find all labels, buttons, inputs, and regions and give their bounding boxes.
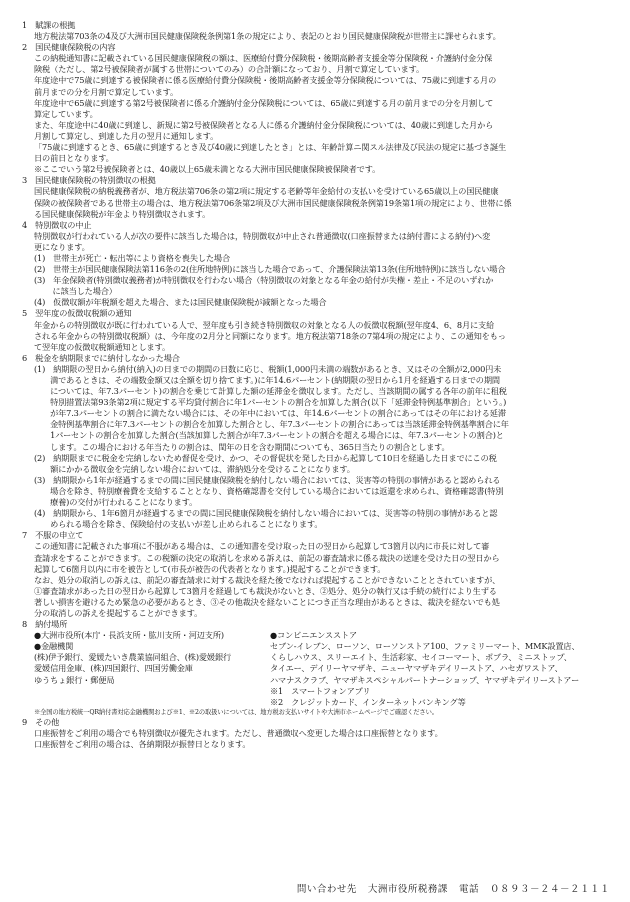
contact-label: 問い合わせ先 <box>296 884 357 895</box>
section-line: 満であるときは、その端数金額又は全額を切り捨てます。)に年14.6パーセント(納期限の翌日から1月を経過する日までの期間 <box>34 375 500 385</box>
section-line: 口座振替をご利用の場合でも特別徴収が優先されます。ただし、普通徴収へ変更した場合は口座振替となります。 <box>34 727 443 738</box>
section-line: 口座振替をご利用の場合は、各納期限が振替日となります。 <box>34 739 251 749</box>
payment-left-column <box>34 630 270 708</box>
section-line: される年金からの特別徴収税額）は、今年度の2月分と同額になります。地方税法第718条の7第4項の規定により、この通知をもっ <box>34 330 506 341</box>
contact-office: 大洲市役所税務課 <box>367 884 448 895</box>
section-line: ※ここでいう第2号被保険者とは、40歳以上65歳未満となる大洲市国民健康保険被保険者です。 <box>34 164 381 175</box>
phone-number: ０８９３－２４－２１１１ <box>489 884 610 895</box>
section-line: この納税通知書に記載されている国民健康保険税の額は、医療給付費分保険税・後期高齢者支援金等分保険税・介護納付金分保 <box>34 53 493 64</box>
section-line: については、年7.3パーセント)の割合を乗じて計算した額の延滞金を徴収します。ただし、当該期間の属する各年の前年に租税 <box>34 386 507 397</box>
section-heading: 4 特別徴収の中止 <box>22 219 92 230</box>
section-heading: 9 その他 <box>22 716 60 727</box>
section-heading: 7 不服の申立て <box>22 530 84 541</box>
section-line: 特別措置法第93条第2項に規定する平均貸付割合に年1パーセントの割合を加算した割合(以下「延滞金特例基準割合」という。) <box>34 397 507 408</box>
section-line: が年7.3パーセントの割合に満たない場合には、その年中においては、年14.6パーセントの割合にあってはその年における延滞 <box>34 408 506 419</box>
section-line: この通知書に記載された事項に不服がある場合は、この通知書を受け取った日の翌日から起算して3箇月以内に市長に対して審 <box>34 541 490 552</box>
payment-place: (株)伊予銀行、愛媛たいき農業協同組合、(株)愛媛銀行 <box>34 652 232 663</box>
payment-places <box>34 630 614 708</box>
section-line: 保険の被保険者である世帯主の場合は、地方税法第706条第2項及び大洲市国民健康保険税条例第19条第1項の規定により、世帯に係 <box>34 197 512 208</box>
section-line: 場合を除き、特別療養費を支給することとなり、資格確認書を交付している場合においては返還を求められ、資格確認書(特別 <box>34 485 504 496</box>
payment-place: 愛媛信用金庫、(株)四国銀行、四国労働金庫 <box>34 663 193 674</box>
payment-place: ●大洲市役所(本庁・長浜支所・肱川支所・河辺支所) <box>34 630 224 641</box>
section-line: また、年度途中に40歳に到達し、新規に第2号被保険者となる人に係る介護納付金分保険税については、40歳に到達した月から <box>34 119 494 130</box>
section-line: 前月までの分を月割で算定しています。 <box>34 86 179 97</box>
section-line: (2) 世帯主が国民健康保険法第116条の2(住所地特例)に該当した場合であって、介護保険法第13条(住所地特例)に該当しない場合 <box>34 264 506 275</box>
section-line: て翌年度の仮徴収税額通知とします。 <box>34 341 170 352</box>
section-heading: 1 賦課の根拠 <box>22 20 76 30</box>
section-line: 額にかかる徴収金を完納しない場合においては、滞納処分を受けることになります。 <box>34 463 355 474</box>
section-line: 国民健康保険税の納税義務者が、地方税法第706条の第2項に規定する老齢等年金給付の支払いを受けている65歳以上の国民健康 <box>34 186 499 197</box>
section-line: められる場合を除き、保険給付の支払いが差し止められることになります。 <box>34 519 323 530</box>
payment-place: ※1 スマートフォンアプリ <box>270 685 371 696</box>
section-line: (4) 納期限から、1年6箇月が経過するまでの間に国民健康保険税を納付しない場合においては、災害等の特別の事情があると認 <box>34 508 498 519</box>
section-line: 年度途中で75歳に到達する被保険者に係る医療給付費分保険税・後期高齢者支援金等分保険税については、75歳に到達する月の <box>34 75 497 86</box>
section-line: 算定しています。 <box>34 108 98 119</box>
section-line: 地方税法第703条の4及び大洲市国民健康保険税条例第1条の規定により、表記のとおり国民健康保険税が世帯主に課せられます。 <box>34 31 501 42</box>
section-line: 療養)の交付が行われることになります。 <box>34 497 198 508</box>
section-line: 1パーセントの割合を加算した割合(当該加算した割合が年7.3パーセントの割合を超える場合には、年7.3パーセントの割合)と <box>34 430 504 441</box>
section-line: 年度途中で65歳に到達する第2号被保険者に係る介護納付金分保険税については、65歳に到達する月の前月までの分を月割して <box>34 97 494 108</box>
section-line: 日の前日となります。 <box>34 153 114 164</box>
section-heading: 2 国民健康保険税の内容 <box>22 42 116 53</box>
section-heading: 5 翌年度の仮徴収税額の通知 <box>22 308 132 319</box>
section-line: 特別徴収が行われている人が次の要件に該当した場合は，特別徴収が中止され普通徴収(口座振替または納付書による納付)へ変 <box>34 230 491 241</box>
payment-note: ※全国の地方税統一QR納付書対応金融機関および※1、※2の取扱いについては、地方税お支払いサイトや大洲市ホームページでご確認ください。 <box>34 708 438 716</box>
payment-place: ハマナスクラブ、ヤマザキスペシャルパートナーショップ、ヤマザキデイリーストアー <box>270 674 580 685</box>
payment-place: ●コンビニエンスストア <box>270 630 357 641</box>
section-line: 「75歳に到達するとき、65歳に到達するとき及び40歳に到達したとき」とは、年齢計算ニ関スル法律及び民法の規定に基づき誕生 <box>34 142 507 153</box>
payment-place: ●金融機関 <box>34 641 74 652</box>
section-heading: 8 納付場所 <box>22 619 68 630</box>
section-line: します。この場合における年当たりの割合は、閏年の日を含む期間についても、365日当たりの割合とします。 <box>34 441 450 452</box>
section-line: 金特例基準割合に年7.3パーセントの割合を加算した割合とし、年7.3パーセントの割合にあっては当該延滞金特例基準割合に年 <box>34 419 509 430</box>
section-line: (2) 納期限までに税金を完納しないため督促を受け、かつ、その督促状を発した日から起算して10日を経過した日までにこの税 <box>34 452 497 463</box>
section-line: (3) 年金保険者(特別徴収義務者)が特別徴収を行わない場合（特別徴収の対象となる年金の給付が失権・差止・不足のいずれか <box>34 275 494 286</box>
section-line: (1) 世帯主が死亡・転出等により資格を喪失した場合 <box>34 252 231 263</box>
contact-footer <box>0 881 630 895</box>
section-line: に該当した場合） <box>34 286 117 297</box>
phone-label: 電話 <box>458 884 479 895</box>
section-line: 起算して6箇月以内に市を被告として(市長が被告の代表者となります。)提起することができます。 <box>34 563 386 574</box>
section-line: る国民健康保険税が年金より特別徴収されます。 <box>34 208 211 219</box>
section-line: 月割して算定し、到達した月の翌月に通知します。 <box>34 130 219 141</box>
payment-right-column <box>270 630 610 708</box>
section-line: 更になります。 <box>34 241 90 252</box>
payment-place: くらしハウス、スリーエイト、生活彩家、セイコーマート、ポプラ、ミニストップ、 <box>270 652 572 663</box>
section-line: ①審査請求があった日の翌日から起算して3箇月を経過しても裁決がないとき、②処分、処分の執行又は手続の続行により生ずる <box>34 585 497 596</box>
section-line: 険税（ただし、第2号被保険者が属する世帯についてのみ）の合計額になっており、月割で算定しています。 <box>34 64 425 75</box>
section-heading: 6 税金を納期限までに納付しなかった場合 <box>22 352 180 363</box>
notice-body <box>22 20 614 750</box>
payment-place: ※2 クレジットカード、インターネットバンキング等 <box>270 696 466 707</box>
section-line: (4) 仮徴収額が年税額を超えた場合、または国民健康保険税が減額となった場合 <box>34 297 327 308</box>
section-line: 年金からの特別徴収が既に行われている人で、翌年度も引き続き特別徴収の対象となる人の仮徴収税額(翌年度4、6、8月に支給 <box>34 319 495 330</box>
section-line: (3) 納期限から1年が経過するまでの間に国民健康保険税を納付しない場合においては、災害等の特別の事情があると認められる <box>34 474 501 485</box>
section-line: 査請求をすることができます。この税額の決定の取消しを求める訴えは、前記の審査請求に係る裁決の送達を受けた日の翌日から <box>34 552 500 563</box>
section-line: 分の取消しの訴えを提起することができます。 <box>34 607 203 618</box>
payment-place: セブン-イレブン、ローソン、ローソンストア100、ファミリーマート、MMK設置店、 <box>270 641 580 652</box>
payment-place: ゆうちょ銀行・郵便局 <box>34 674 115 685</box>
section-line: 著しい損害を避けるため緊急の必要があるとき、③その他裁決を経ないことにつき正当な理由があるときは、裁決を経ないでも処 <box>34 596 500 607</box>
section-heading: 3 国民健康保険税の特別徴収の根拠 <box>22 175 156 186</box>
section-line: (1) 納期限の翌日から納付(納入)の日までの期間の日数に応じ、税額(1,000円未満の端数があるとき、又はその全額が2,000円未 <box>34 363 502 374</box>
payment-place: タイエー、デイリーヤマザキ、ニューヤマザキデイリーストア、ハセガワストア、 <box>270 663 563 674</box>
section-line: なお、処分の取消しの訴えは、前記の審査請求に対する裁決を経た後でなければ提起することができないこととされていますが、 <box>34 574 501 585</box>
